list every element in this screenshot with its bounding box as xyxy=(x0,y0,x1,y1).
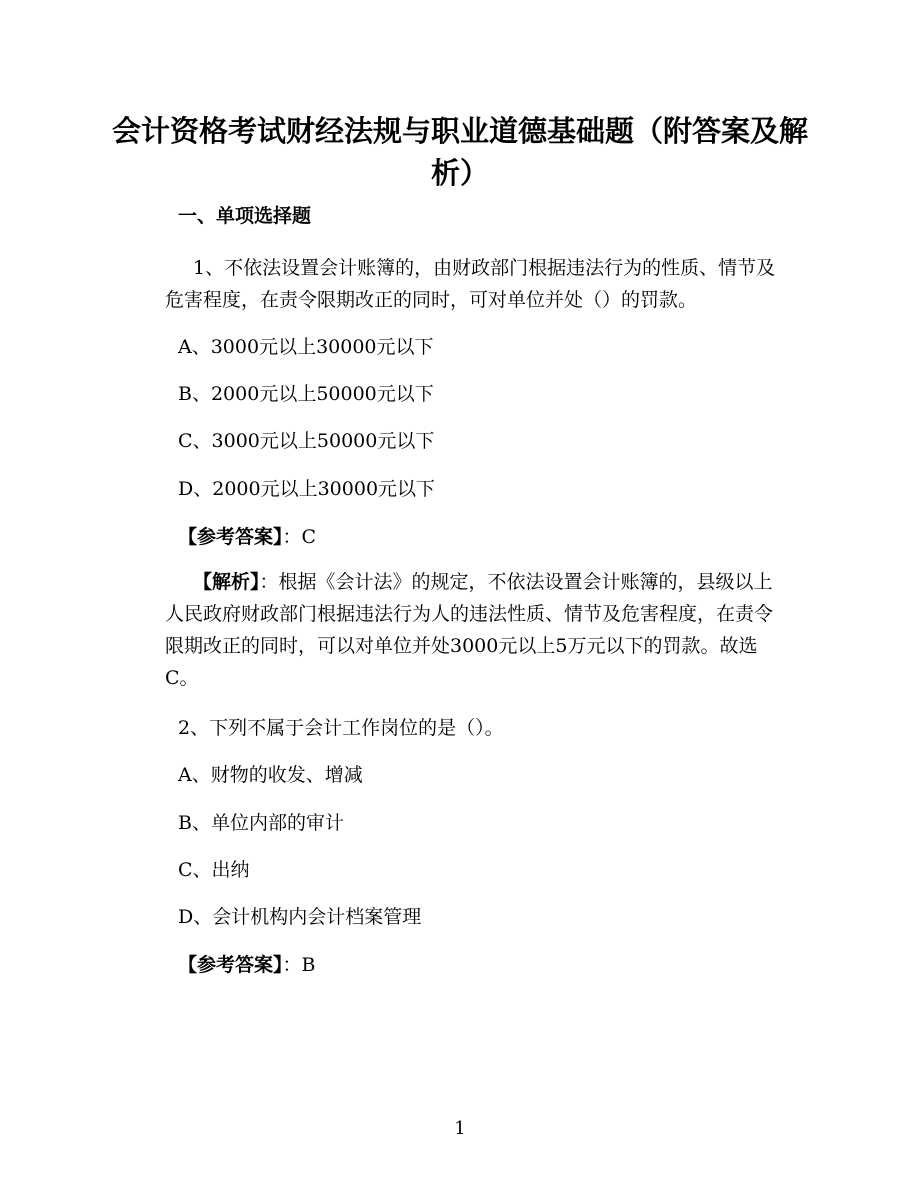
question-2-option-a: A、财物的收发、增减 xyxy=(178,764,363,786)
question-1-option-b: B、2000元以上50000元以下 xyxy=(178,383,434,405)
analysis-label: 【解析】 xyxy=(193,571,260,593)
analysis-text: ：根据《会计法》的规定，不依法设置会计账簿的，县级以上人民政府财政部门根据违法行为人的违法性质、情节及危害程度，在责令限期改正的同时，可以对单位并处3000元以上5万元以下的罚款。故选C。 xyxy=(165,571,774,689)
question-2-option-c: C、出纳 xyxy=(178,859,250,881)
document-title: 会计资格考试财经法规与职业道德基础题（附答案及解析） xyxy=(111,114,808,190)
question-1-answer xyxy=(178,525,316,549)
answer-label: 【参考答案】 xyxy=(178,526,283,548)
answer-value: ：C xyxy=(282,526,317,548)
question-1-option-c: C、3000元以上50000元以下 xyxy=(178,430,435,452)
page-number: 1 xyxy=(454,1118,466,1139)
question-1-stem: 1、不依法设置会计账簿的，由财政部门根据违法行为的性质、情节及危害程度，在责令限期改正的同时，可对单位并处（）的罚款。 xyxy=(165,257,776,311)
question-2-option-d: D、会计机构内会计档案管理 xyxy=(178,906,422,928)
question-2-option-b: B、单位内部的审计 xyxy=(178,812,344,834)
question-1-analysis xyxy=(165,566,785,694)
answer-value: ：B xyxy=(282,954,316,976)
answer-label: 【参考答案】 xyxy=(178,954,283,976)
question-1-option-d: D、2000元以上30000元以下 xyxy=(178,478,436,500)
question-2-stem: 2、下列不属于会计工作岗位的是（）。 xyxy=(178,717,504,739)
question-2-answer xyxy=(178,953,315,977)
section-heading: 一、单项选择题 xyxy=(178,205,312,227)
question-1-option-a: A、3000元以上30000元以下 xyxy=(178,336,434,358)
